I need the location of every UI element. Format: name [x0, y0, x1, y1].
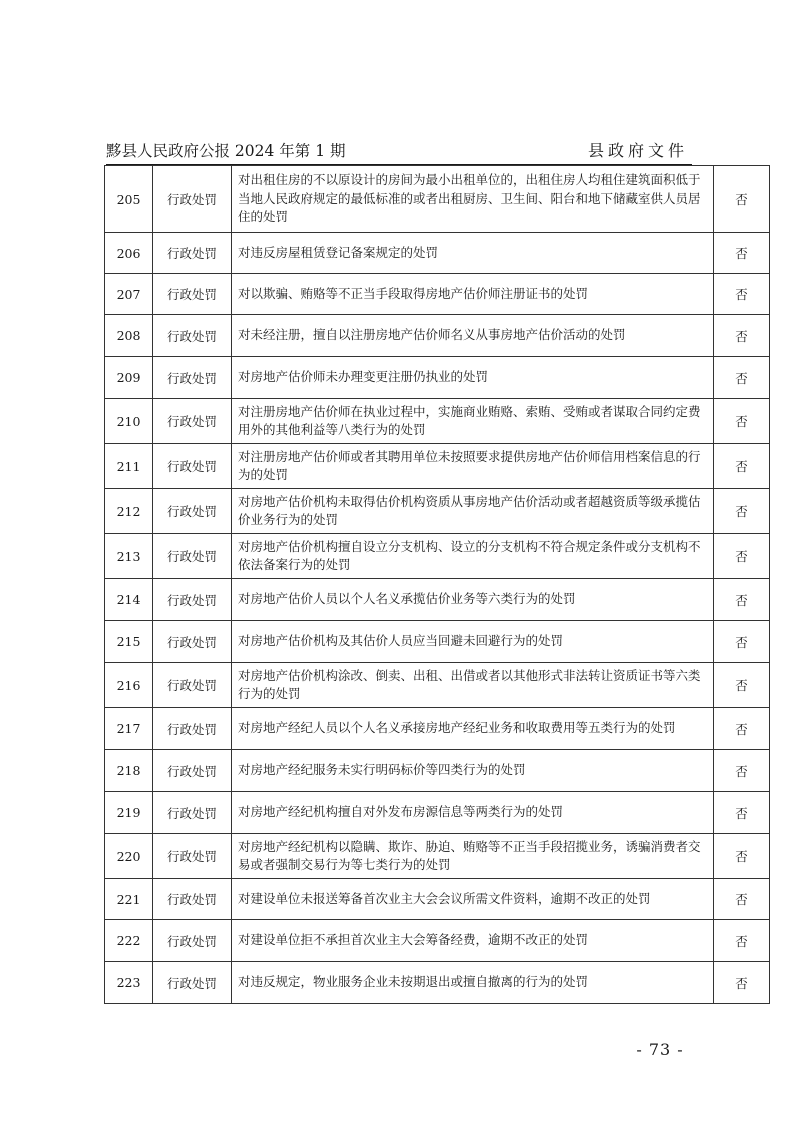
- flag-cell: 否: [714, 621, 770, 663]
- flag-cell: 否: [714, 315, 770, 357]
- flag-cell: 否: [714, 834, 770, 879]
- flag-cell: 否: [714, 579, 770, 621]
- flag-cell: 否: [714, 534, 770, 579]
- row-number: 219: [105, 792, 153, 834]
- power-type: 行政处罚: [153, 621, 232, 663]
- row-number: 221: [105, 879, 153, 920]
- row-number: 215: [105, 621, 153, 663]
- row-number: 205: [105, 166, 153, 233]
- power-item: 对房地产经纪机构擅自对外发布房源信息等两类行为的处罚: [232, 792, 714, 834]
- power-item: 对房地产估价人员以个人名义承揽估价业务等六类行为的处罚: [232, 579, 714, 621]
- power-item: 对房地产估价机构及其估价人员应当回避未回避行为的处罚: [232, 621, 714, 663]
- table-row: [105, 621, 770, 663]
- power-type: 行政处罚: [153, 920, 232, 962]
- power-type: 行政处罚: [153, 834, 232, 879]
- row-number: 214: [105, 579, 153, 621]
- flag-cell: 否: [714, 166, 770, 233]
- power-item: 对房地产经纪人员以个人名义承接房地产经纪业务和收取费用等五类行为的处罚: [232, 708, 714, 750]
- table-row: [105, 534, 770, 579]
- page-header: [106, 138, 690, 164]
- power-item: 对房地产估价师未办理变更注册仍执业的处罚: [232, 357, 714, 399]
- power-type: 行政处罚: [153, 274, 232, 315]
- power-item: 对违反规定，物业服务企业未按期退出或擅自撤离的行为的处罚: [232, 962, 714, 1004]
- row-number: 218: [105, 750, 153, 792]
- table-row: [105, 357, 770, 399]
- power-item: 对房地产估价机构擅自设立分支机构、设立的分支机构不符合规定条件或分支机构不依法备案行为的处罚: [232, 534, 714, 579]
- flag-cell: 否: [714, 792, 770, 834]
- power-type: 行政处罚: [153, 708, 232, 750]
- power-item: 对以欺骗、贿赂等不正当手段取得房地产估价师注册证书的处罚: [232, 274, 714, 315]
- table-row: [105, 920, 770, 962]
- power-type: 行政处罚: [153, 166, 232, 233]
- bulletin-title: 黟县人民政府公报 2024 年第 1 期: [106, 142, 346, 160]
- power-item: 对注册房地产估价师或者其聘用单位未按照要求提供房地产估价师信用档案信息的行为的处罚: [232, 444, 714, 489]
- table-row: [105, 579, 770, 621]
- flag-cell: 否: [714, 962, 770, 1004]
- flag-cell: 否: [714, 274, 770, 315]
- power-item: 对注册房地产估价师在执业过程中，实施商业贿赂、索贿、受贿或者谋取合同约定费用外的其他利益等八类行为的处罚: [232, 399, 714, 444]
- power-type: 行政处罚: [153, 962, 232, 1004]
- row-number: 213: [105, 534, 153, 579]
- table-row: [105, 166, 770, 233]
- power-item: 对出租住房的不以原设计的房间为最小出租单位的，出租住房人均租住建筑面积低于当地人民政府规定的最低标准的或者出租厨房、卫生间、阳台和地下储藏室供人员居住的处罚: [232, 166, 714, 233]
- table-row: [105, 962, 770, 1004]
- power-type: 行政处罚: [153, 579, 232, 621]
- page-number: - 73 -: [636, 1040, 684, 1059]
- flag-cell: 否: [714, 750, 770, 792]
- power-type: 行政处罚: [153, 534, 232, 579]
- table-row: [105, 663, 770, 708]
- power-type: 行政处罚: [153, 750, 232, 792]
- table-row: [105, 792, 770, 834]
- power-item: 对房地产经纪机构以隐瞒、欺诈、胁迫、贿赂等不正当手段招揽业务，诱骗消费者交易或者强制交易行为等七类行为的处罚: [232, 834, 714, 879]
- row-number: 222: [105, 920, 153, 962]
- flag-cell: 否: [714, 708, 770, 750]
- power-item: 对未经注册，擅自以注册房地产估价师名义从事房地产估价活动的处罚: [232, 315, 714, 357]
- power-item: 对违反房屋租赁登记备案规定的处罚: [232, 233, 714, 274]
- power-type: 行政处罚: [153, 233, 232, 274]
- power-type: 行政处罚: [153, 315, 232, 357]
- row-number: 217: [105, 708, 153, 750]
- table-row: [105, 834, 770, 879]
- row-number: 216: [105, 663, 153, 708]
- flag-cell: 否: [714, 357, 770, 399]
- power-item: 对房地产估价机构未取得估价机构资质从事房地产估价活动或者超越资质等级承揽估价业务行为的处罚: [232, 489, 714, 534]
- table-row: [105, 708, 770, 750]
- row-number: 209: [105, 357, 153, 399]
- power-type: 行政处罚: [153, 663, 232, 708]
- row-number: 206: [105, 233, 153, 274]
- power-type: 行政处罚: [153, 879, 232, 920]
- power-type: 行政处罚: [153, 357, 232, 399]
- flag-cell: 否: [714, 920, 770, 962]
- flag-cell: 否: [714, 879, 770, 920]
- power-type: 行政处罚: [153, 444, 232, 489]
- table-row: [105, 274, 770, 315]
- row-number: 208: [105, 315, 153, 357]
- row-number: 207: [105, 274, 153, 315]
- power-type: 行政处罚: [153, 399, 232, 444]
- power-item: 对房地产经纪服务未实行明码标价等四类行为的处罚: [232, 750, 714, 792]
- table-row: [105, 879, 770, 920]
- table-row: [105, 489, 770, 534]
- flag-cell: 否: [714, 489, 770, 534]
- table-row: [105, 399, 770, 444]
- power-item: 对建设单位拒不承担首次业主大会筹备经费，逾期不改正的处罚: [232, 920, 714, 962]
- row-number: 210: [105, 399, 153, 444]
- table-row: [105, 315, 770, 357]
- flag-cell: 否: [714, 233, 770, 274]
- row-number: 223: [105, 962, 153, 1004]
- flag-cell: 否: [714, 444, 770, 489]
- table-row: [105, 750, 770, 792]
- power-type: 行政处罚: [153, 792, 232, 834]
- power-type: 行政处罚: [153, 489, 232, 534]
- flag-cell: 否: [714, 399, 770, 444]
- section-title: 县政府文件: [587, 141, 688, 160]
- power-item: 对房地产估价机构涂改、倒卖、出租、出借或者以其他形式非法转让资质证书等六类行为的处罚: [232, 663, 714, 708]
- flag-cell: 否: [714, 663, 770, 708]
- row-number: 212: [105, 489, 153, 534]
- power-list-table: [104, 165, 770, 1004]
- row-number: 211: [105, 444, 153, 489]
- table-row: [105, 233, 770, 274]
- table-row: [105, 444, 770, 489]
- row-number: 220: [105, 834, 153, 879]
- power-item: 对建设单位未报送筹备首次业主大会会议所需文件资料，逾期不改正的处罚: [232, 879, 714, 920]
